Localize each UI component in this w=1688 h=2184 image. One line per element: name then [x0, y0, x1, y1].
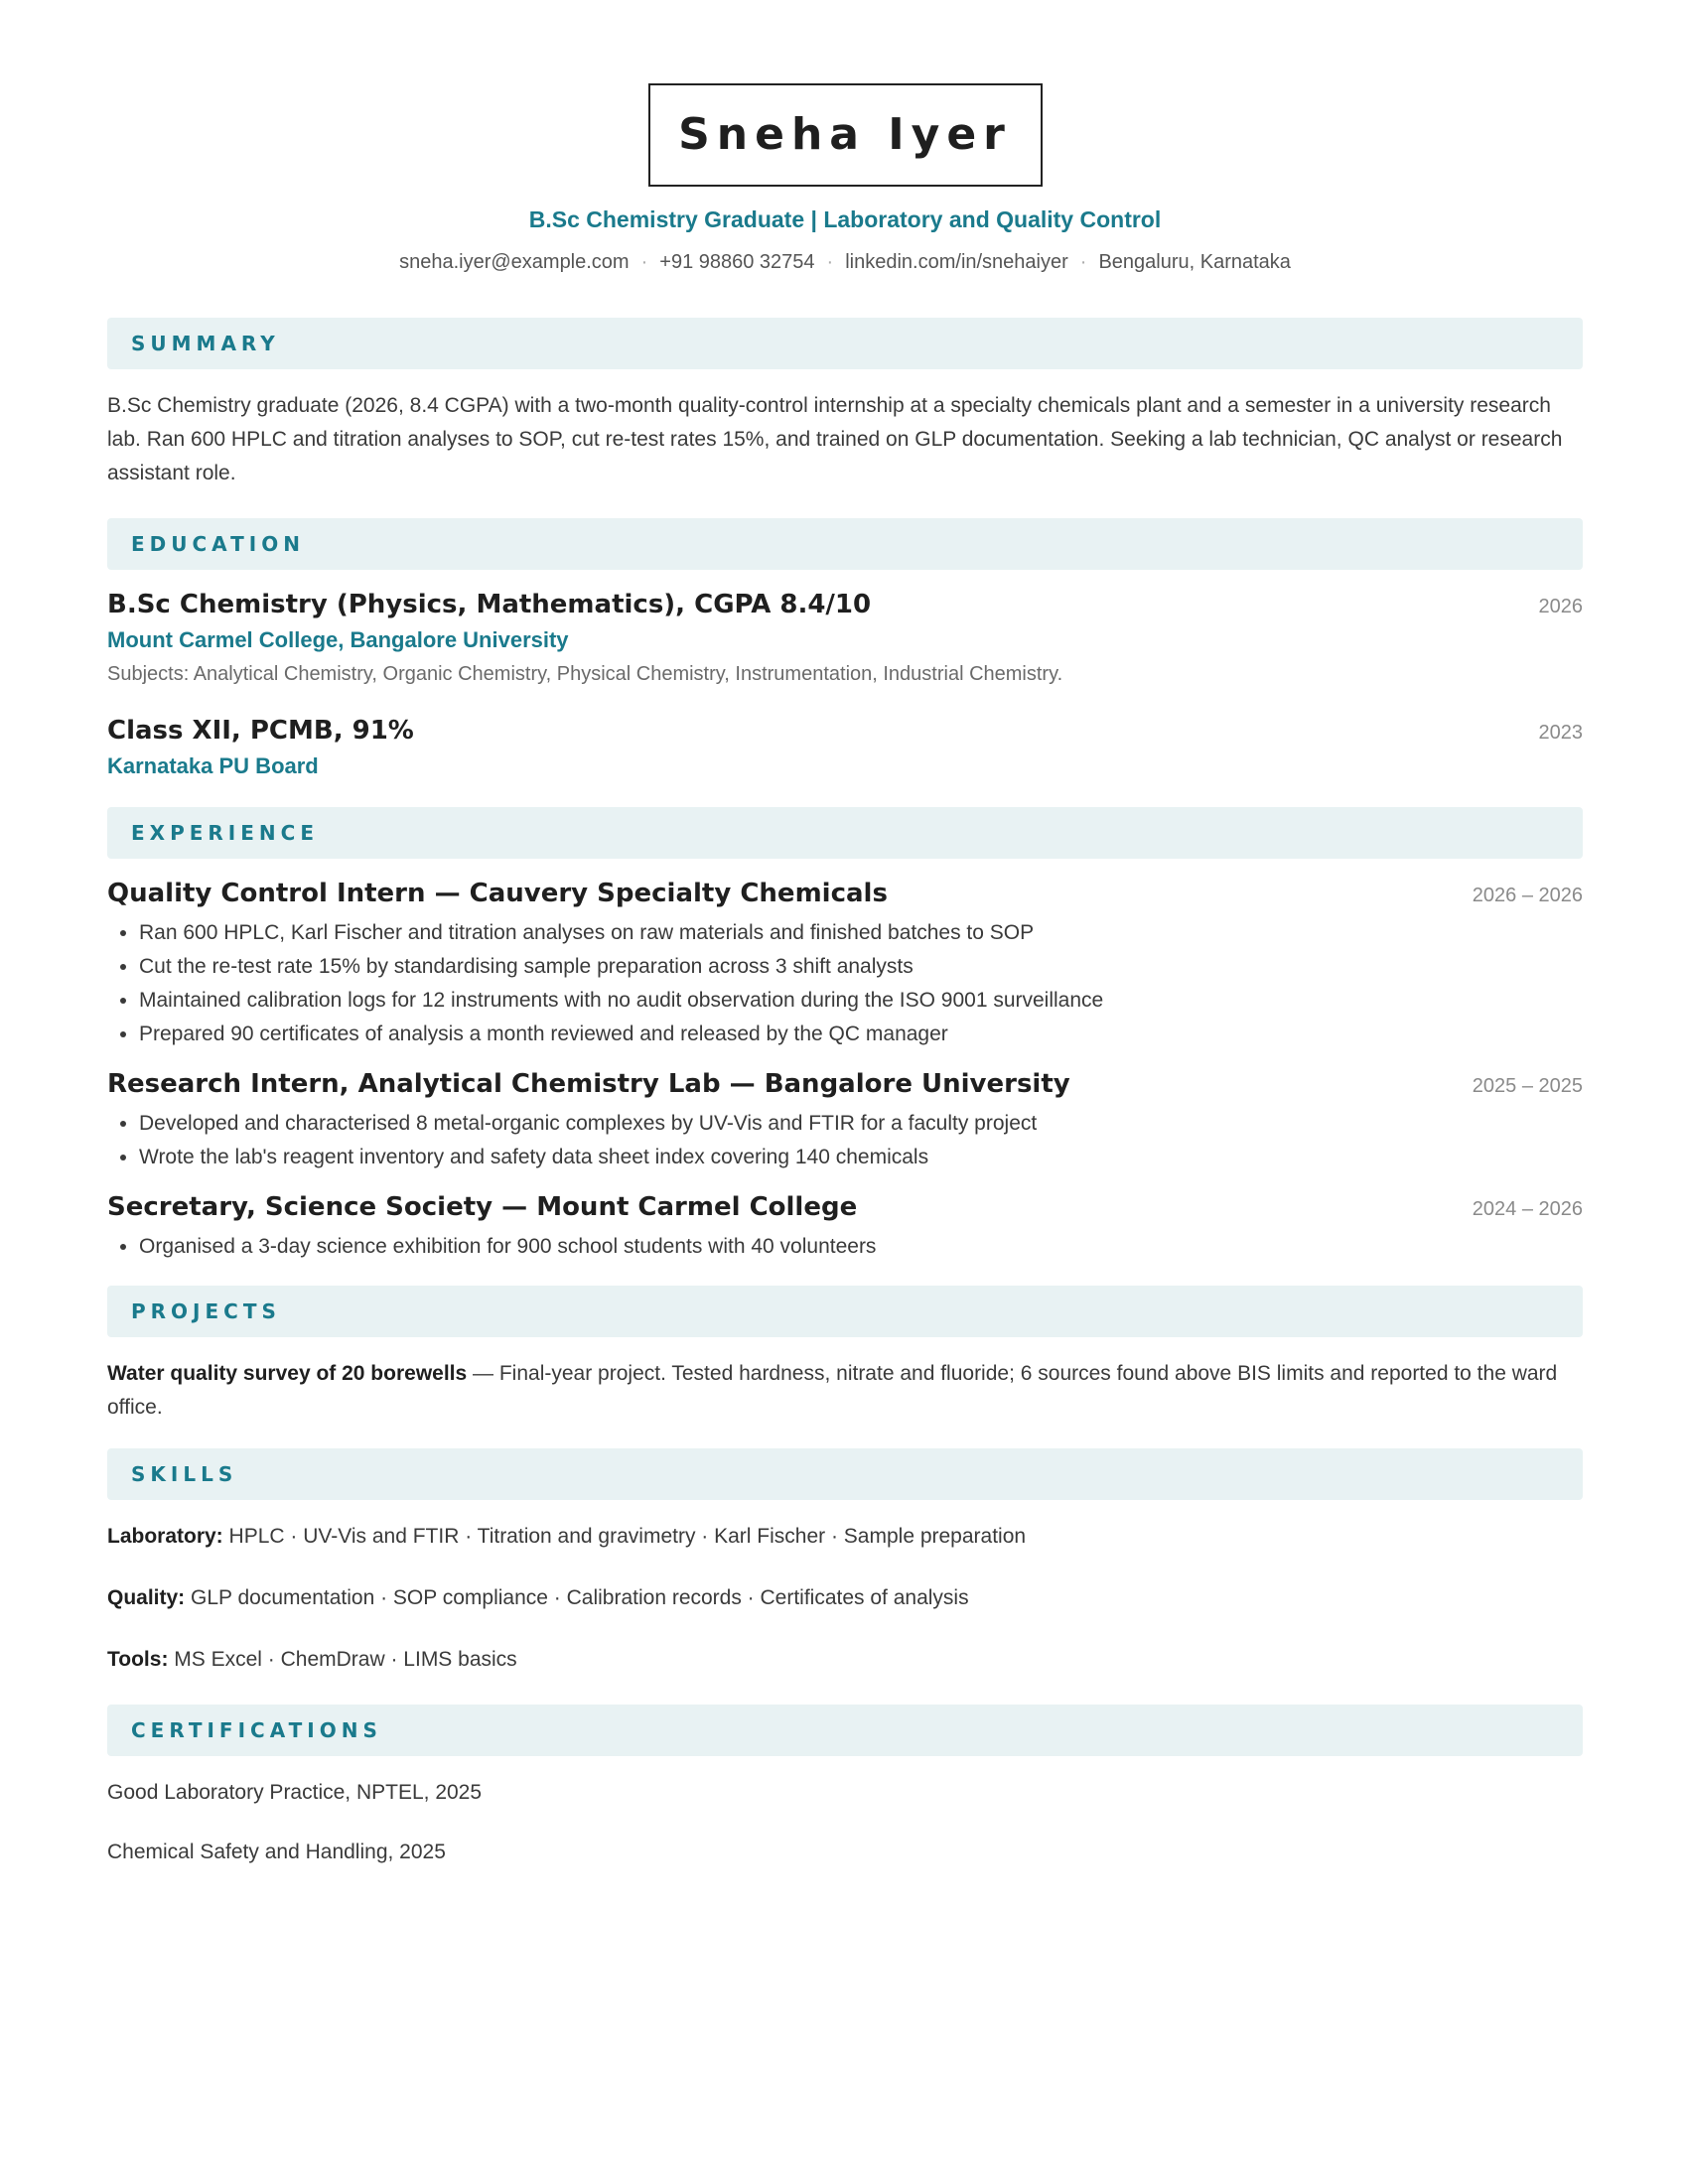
resume-page [107, 0, 1583, 1867]
project-description: — Final-year project. Tested hardness, nitrate and fluoride; 6 sources found above BIS limits and reported to the ward office. [107, 1362, 1558, 1419]
bullet-list [107, 1230, 1583, 1264]
section-title: EXPERIENCE [131, 821, 319, 845]
education-entry [107, 716, 1583, 779]
contact-line [107, 248, 1583, 276]
skill-items: HPLC · UV-Vis and FTIR · Titration and gravimetry · Karl Fischer · Sample preparation [222, 1525, 1027, 1548]
experience-entry [107, 879, 1583, 1051]
project-name: Water quality survey of 20 borewells [107, 1362, 468, 1385]
section-title: EDUCATION [131, 532, 305, 556]
section-title: SKILLS [131, 1462, 238, 1486]
section-projects-header [107, 1286, 1583, 1337]
candidate-name: Sneha Iyer [648, 83, 1043, 187]
job-title: Research Intern, Analytical Chemistry Lab — Bangalore University [107, 1069, 1070, 1099]
section-experience-header [107, 807, 1583, 859]
experience-entry [107, 1192, 1583, 1264]
contact-location: Bengaluru, Karnataka [1098, 251, 1291, 273]
section-title: PROJECTS [131, 1299, 281, 1323]
skill-group [107, 1645, 1583, 1675]
contact-phone[interactable]: +91 98860 32754 [659, 251, 815, 273]
list-item: • Ran 600 HPLC, Karl Fischer and titration analyses on raw materials and finished batches to SOP [139, 916, 1583, 950]
section-summary-header [107, 318, 1583, 369]
education-subjects: Subjects: Analytical Chemistry, Organic Chemistry, Physical Chemistry, Instrumentation, Industrial Chemistry. [107, 663, 1063, 685]
skill-items: GLP documentation · SOP compliance · Calibration records · Certificates of analysis [185, 1586, 969, 1609]
entry-date: 2026 – 2026 [1472, 885, 1583, 906]
institution-name: Karnataka PU Board [107, 753, 319, 778]
job-title: Secretary, Science Society — Mount Carmel College [107, 1192, 858, 1222]
degree-title: Class XII, PCMB, 91% [107, 716, 414, 746]
contact-separator: · [1079, 251, 1087, 273]
contact-separator: · [826, 251, 834, 273]
list-item: • Prepared 90 certificates of analysis a month reviewed and released by the QC manager [139, 1018, 1583, 1051]
certification-item: Chemical Safety and Handling, 2025 [107, 1841, 446, 1863]
skill-group [107, 1583, 1583, 1613]
skill-items: MS Excel · ChemDraw · LIMS basics [168, 1648, 517, 1671]
degree-title: B.Sc Chemistry (Physics, Mathematics), CGPA 8.4/10 [107, 590, 872, 619]
section-education-header [107, 518, 1583, 570]
section-title: CERTIFICATIONS [131, 1718, 382, 1742]
skill-group [107, 1522, 1583, 1552]
resume-header [107, 0, 1583, 276]
skill-label: Quality: [107, 1586, 186, 1609]
section-certifications-header [107, 1705, 1583, 1756]
headline: B.Sc Chemistry Graduate | Laboratory and Quality Control [528, 206, 1162, 232]
entry-date: 2026 [1538, 596, 1583, 617]
institution-name: Mount Carmel College, Bangalore University [107, 627, 569, 652]
section-title: SUMMARY [131, 332, 280, 355]
experience-entry [107, 1069, 1583, 1174]
entry-date: 2024 – 2026 [1472, 1198, 1583, 1220]
list-item: • Cut the re-test rate 15% by standardising sample preparation across 3 shift analysts [139, 950, 1583, 984]
bullet-list [107, 1107, 1583, 1174]
entry-date: 2023 [1538, 722, 1583, 744]
project-item [107, 1357, 1583, 1425]
certification-item: Good Laboratory Practice, NPTEL, 2025 [107, 1781, 483, 1804]
skill-label: Tools: [107, 1648, 169, 1671]
contact-linkedin[interactable]: linkedin.com/in/snehaiyer [845, 251, 1068, 273]
bullet-list [107, 916, 1583, 1051]
contact-separator: · [640, 251, 648, 273]
job-title: Quality Control Intern — Cauvery Specialty Chemicals [107, 879, 888, 908]
list-item: • Organised a 3-day science exhibition for 900 school students with 40 volunteers [139, 1230, 1583, 1264]
education-entry [107, 590, 1583, 686]
section-skills-header [107, 1448, 1583, 1500]
contact-email[interactable]: sneha.iyer@example.com [399, 251, 630, 273]
summary-text: B.Sc Chemistry graduate (2026, 8.4 CGPA) with a two-month quality-control internship at a specialty chemicals plant and a semester in a university research lab. Ran 600 HPLC and titration analyses to SOP, cut re-test rates 15%, and trained on GLP documentation. Seeking a lab technician, QC analyst or research assistant role. [107, 394, 1563, 484]
skill-label: Laboratory: [107, 1525, 223, 1548]
entry-date: 2025 – 2025 [1472, 1075, 1583, 1097]
list-item: • Developed and characterised 8 metal-organic complexes by UV-Vis and FTIR for a faculty project [139, 1107, 1583, 1141]
list-item: • Wrote the lab's reagent inventory and safety data sheet index covering 140 chemicals [139, 1141, 1583, 1174]
list-item: • Maintained calibration logs for 12 instruments with no audit observation during the ISO 9001 surveillance [139, 984, 1583, 1018]
